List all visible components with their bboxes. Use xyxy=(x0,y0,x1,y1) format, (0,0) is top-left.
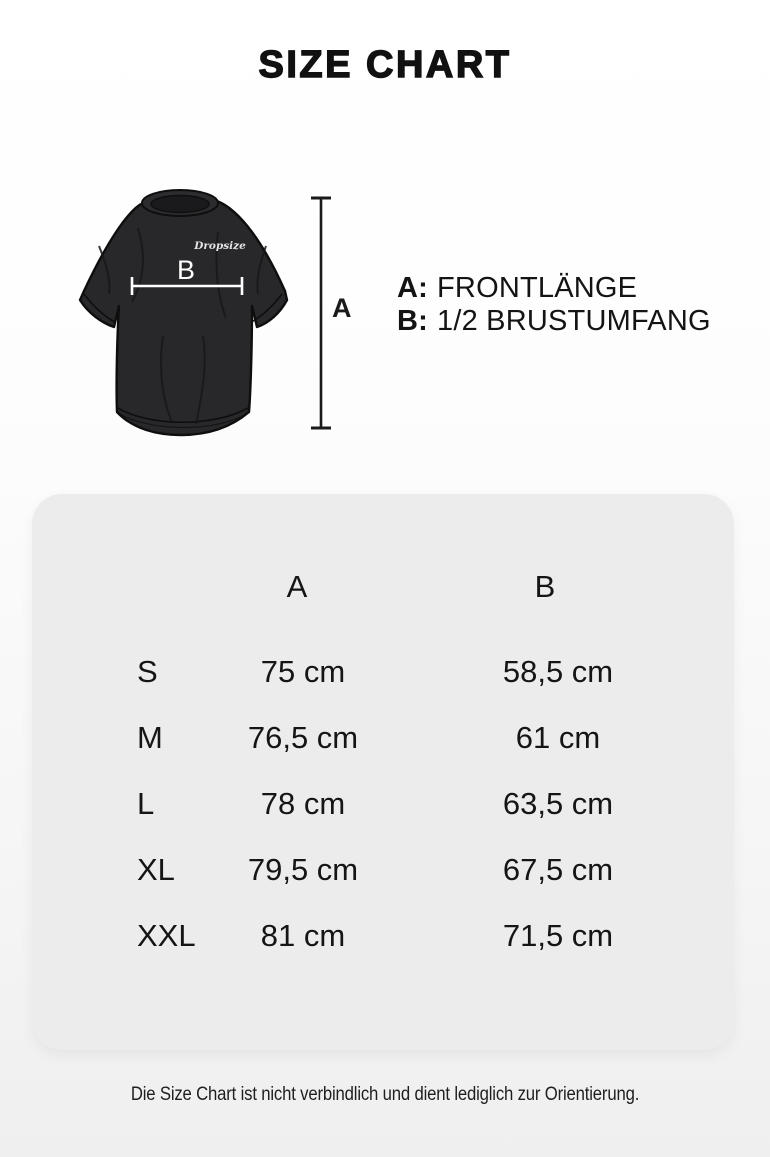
legend-text-b: 1/2 BRUSTUMFANG xyxy=(437,305,711,337)
legend-text-a: FRONTLÄNGE xyxy=(437,272,638,304)
value-b: 71,5 cm xyxy=(502,918,614,953)
size-label: M xyxy=(137,720,163,755)
value-a: 75 cm xyxy=(260,654,346,689)
tshirt-illustration xyxy=(68,186,298,441)
table-row-l xyxy=(32,771,734,837)
page-title: SIZE CHART xyxy=(258,44,512,86)
disclaimer-text: Die Size Chart ist nicht verbindlich und dient lediglich zur Orientierung. xyxy=(130,1084,640,1105)
tshirt-body xyxy=(80,190,287,435)
value-b: 58,5 cm xyxy=(502,654,614,689)
column-header-b: B xyxy=(534,569,556,604)
size-table-panel xyxy=(32,494,734,1050)
size-label: S xyxy=(137,654,158,689)
measure-a-label: A xyxy=(332,293,352,323)
measure-a-indicator xyxy=(300,192,380,436)
column-header-a: A xyxy=(286,569,308,604)
value-a: 81 cm xyxy=(260,918,346,953)
table-header-row xyxy=(32,560,734,614)
value-a: 76,5 cm xyxy=(247,720,359,755)
table-row-xxl xyxy=(32,903,734,969)
measure-b-label: B xyxy=(176,255,196,285)
value-b: 63,5 cm xyxy=(502,786,614,821)
value-b: 61 cm xyxy=(515,720,601,755)
table-row-s xyxy=(32,639,734,705)
legend-key-b: B: xyxy=(397,305,429,337)
legend-item-brustumfang xyxy=(397,305,711,338)
shirt-logo: Dropsize xyxy=(194,240,246,252)
measurement-legend xyxy=(397,272,711,338)
value-b: 67,5 cm xyxy=(502,852,614,887)
value-a: 79,5 cm xyxy=(247,852,359,887)
table-row-m xyxy=(32,705,734,771)
size-label: L xyxy=(137,786,155,821)
legend-key-a: A: xyxy=(397,272,429,304)
legend-item-frontlaenge xyxy=(397,272,711,305)
size-label: XL xyxy=(137,852,175,887)
table-row-xl xyxy=(32,837,734,903)
collar xyxy=(142,190,218,216)
value-a: 78 cm xyxy=(260,786,346,821)
size-label: XXL xyxy=(137,918,196,953)
